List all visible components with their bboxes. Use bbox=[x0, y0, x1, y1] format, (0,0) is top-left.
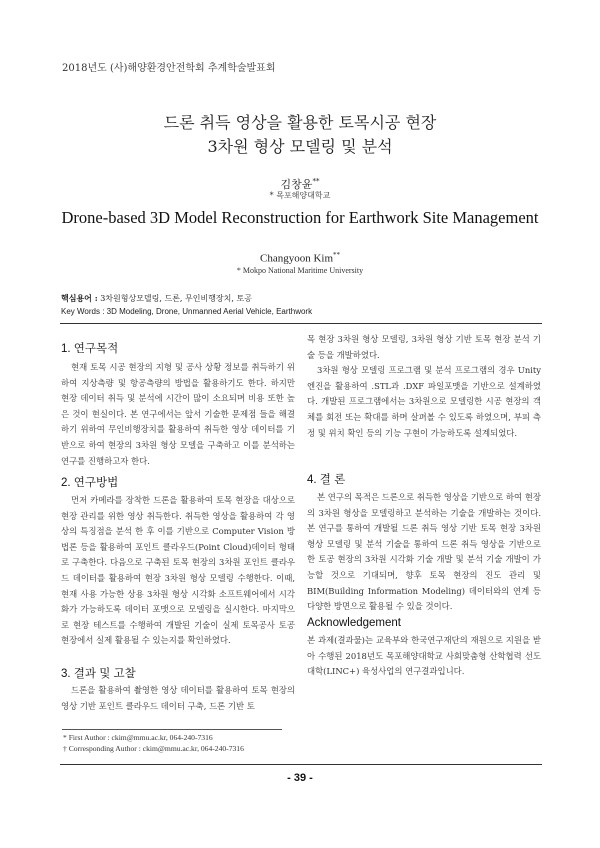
section-4-title: 4. 결 론 bbox=[307, 474, 346, 486]
keywords-en-label: Key Words : bbox=[61, 307, 105, 316]
keywords-en-text: 3D Modeling, Drone, Unmanned Aerial Vehicle, Earthwork bbox=[104, 307, 313, 316]
ack-title: Acknowledgement bbox=[307, 617, 401, 629]
section-3-title: 3. 결과 및 고찰 bbox=[61, 668, 136, 680]
author-en-name: Changyoon Kim bbox=[259, 252, 334, 265]
title-ko-line2: 3차원 형상 모델링 및 분석 bbox=[207, 137, 393, 156]
section-4-text: 본 연구의 목적은 드론으로 취득한 영상을 기반으로 하여 현장의 3차원 형상을 모델링하고 분석하는 기술을 개발하는 것이다. 본 연구를 통하여 개발될 드론 취득 영상 기반 토목 현장 3차원 형상 모델링 및 분석 기술을 통하여 드론 취득 영상을 기반으로 한 토공 현장의 3차원 시각화 기술 개발 및 분석 기술 개발이 가능할 것으로 기대되며, 향후 토목 현장의 진도 관리 및 BIM(Building Information Modeling) 데이터와의 연계 등 다양한 방면으로 활용될 수 있을 것이다. bbox=[307, 492, 541, 612]
section-3-text-right-1: 목 현장 3차원 형상 모델링, 3차원 형상 기반 토목 현장 분석 기술 등을 개발하였다. bbox=[307, 334, 541, 360]
keywords-ko-text: 3차원형상모델링, 드론, 무인비행장치, 토공 bbox=[97, 294, 252, 303]
ack-text: 본 과제(결과물)는 교육부와 한국연구재단의 재원으로 지원을 받아 수행된 2018년도 목포해양대학교 사회맞춤형 산학협력 선도대학(LINC+) 육성사업의 연구결과입니다. bbox=[307, 635, 541, 677]
keywords-ko-label: 핵심용어 : bbox=[61, 293, 98, 303]
section-4-heading bbox=[307, 473, 541, 489]
section-1-text: 현재 토목 시공 현장의 지형 및 공사 상황 정보를 취득하기 위하여 지상측량 및 항공측량의 방법을 활용하기도 한다. 하지만 현장 데이터 취득 및 분석에 시간이 많이 소요되며 비용 또한 높은 것이 현실이다. 본 연구에서는 앞서 기술한 문제점 들을 해결하기 위하여 무인비행장치를 활용하여 취득한 영상 데이터를 기반으로 하여 현장의 3차원 형상 모델을 구축하고 이를 분석하는 연구를 진행하고자 한다. bbox=[61, 362, 295, 466]
affiliation-ko: * 목포해양대학교 bbox=[269, 191, 331, 200]
section-3-text-left: 드론을 활용하여 촬영한 영상 데이터를 활용하여 토목 현장의 영상 기반 포인트 클라우드 데이터 구축, 드론 기반 토 bbox=[61, 685, 295, 711]
section-3-body-right bbox=[307, 332, 541, 441]
ack-heading bbox=[307, 616, 541, 632]
section-3-body-left bbox=[61, 683, 295, 714]
section-1-heading bbox=[61, 342, 295, 358]
title-ko-line1: 드론 취득 영상을 활용한 토목시공 현장 bbox=[163, 113, 437, 132]
section-3-text-right-2: 3차원 형상 모델링 프로그램 및 분석 프로그램의 경우 Unity엔진을 활용하여 .STL과 .DXF 파일포맷을 기반으로 설계하였다. 개발된 프로그램에서는 3차원으로 모델링한 시공 현장의 객체를 회전 또는 확대를 하며 살펴볼 수 있도록 하였으며, 부피 측정 및 위치 확인 등의 기능 구현이 가능하도록 설계되었다. bbox=[307, 365, 541, 438]
footnote-divider bbox=[62, 729, 282, 730]
conference-header: 2018년도 (사)해양환경안전학회 추계학술발표회 bbox=[62, 63, 276, 74]
footnote-corresponding-author: † Corresponding Author : ckim@mmu.ac.kr, 064-240-7316 bbox=[63, 744, 244, 753]
section-2-title: 2. 연구방법 bbox=[61, 477, 119, 489]
ack-body bbox=[307, 633, 541, 680]
keywords-ko bbox=[61, 293, 252, 304]
affiliation-en: * Mokpo National Maritime University bbox=[236, 266, 364, 275]
author-en bbox=[0, 251, 600, 265]
section-2-heading bbox=[61, 476, 295, 492]
section-1-body bbox=[61, 360, 295, 469]
author-en-mark: ** bbox=[333, 251, 341, 259]
page-number: - 39 - bbox=[287, 772, 313, 784]
section-4-body bbox=[307, 490, 541, 615]
section-1-title: 1. 연구목적 bbox=[61, 343, 119, 355]
divider-bottom bbox=[60, 764, 542, 765]
section-2-text: 먼저 카메라를 장착한 드론을 활용하여 토목 현장을 대상으로 현장 관리를 위한 영상 취득한다. 취득한 영상을 활용하여 각 영상의 특징점을 분석 한 후 이를 기반으로 Computer Vision 방법론 등을 활용하여 포인트 클라우드(Point Cloud)데이터 형태로 구축한다. 다음으로 구축된 토목 현장의 3차원 포인트 클라우드 데이터를 활용하여 현장 3차원 형상 모델링 수행한다. 이때, 현재 사용 가능한 상용 3차원 형상 시각화 소프트웨어에서 시각화가 가능하도록 데이터 포맷으로 모델링을 실시한다. 마지막으로 현장 테스트를 수행하여 개발된 기술이 실제 토목공사 토공 현장에서 실제 활용될 수 있는지를 확인하였다. bbox=[61, 495, 295, 646]
section-3-heading bbox=[61, 667, 295, 683]
author-ko-mark: ** bbox=[312, 177, 320, 186]
keywords-en bbox=[61, 307, 312, 316]
section-2-body bbox=[61, 493, 295, 649]
footnote-first-author: * First Author : ckim@mmu.ac.kr, 064-240-7316 bbox=[63, 733, 213, 742]
author-ko-name: 김창윤 bbox=[280, 178, 313, 191]
title-en: Drone-based 3D Model Reconstruction for Earthwork Site Management bbox=[61, 208, 539, 227]
divider-top bbox=[60, 323, 542, 324]
